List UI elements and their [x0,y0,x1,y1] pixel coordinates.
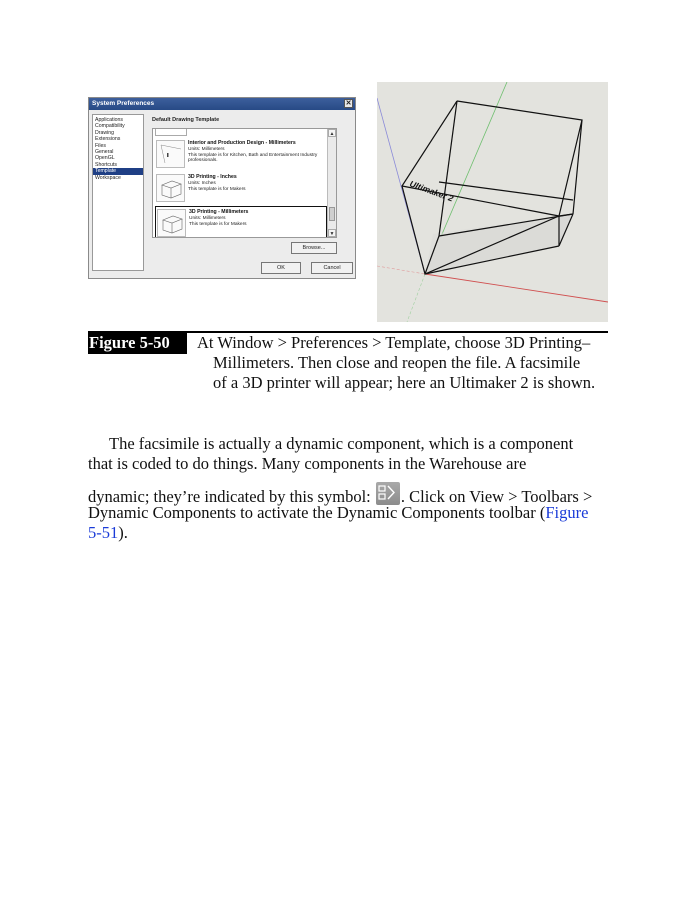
dialog-titlebar [89,98,355,110]
nav-item-shortcuts[interactable]: Shortcuts [95,161,117,168]
ok-button[interactable]: OK [261,262,301,274]
nav-item-compatibility[interactable]: Compatibility [95,123,125,130]
body-text: . Click on View > Toolbars > [400,487,593,506]
scroll-up-icon[interactable]: ▲ [329,131,335,137]
dynamic-component-icon [376,482,400,505]
system-preferences-dialog [88,97,356,279]
nav-item-drawing[interactable]: Drawing [95,129,115,136]
panel-heading: Default Drawing Template [152,117,220,123]
body-line-2: that is coded to do things. Many components in the Warehouse are [88,454,527,473]
template-units: Units: Millimeters [189,215,226,221]
template-item-interior-mm[interactable] [155,138,327,171]
dialog-title: System Preferences [92,100,155,107]
template-description: This template is for Makers [188,186,246,192]
template-description: This template is for Kitchen, Bath and Entertainment Industry professionals. [188,152,318,164]
body-text: dynamic; they’re indicated by this symbol: [88,487,375,506]
browse-button[interactable]: Browse... [291,242,337,254]
nav-item-general[interactable]: General [95,149,114,156]
nav-item-applications[interactable]: Applications [95,117,123,123]
template-item-3d-printing-mm[interactable] [155,206,327,238]
figure-label: Figure 5-50 [88,332,187,354]
caption-line-1: At Window > Preferences > Template, choose 3D Printing– [197,333,591,352]
preferences-nav-list [92,114,144,271]
template-title: 3D Printing - Millimeters [189,209,249,215]
figure-link-number[interactable]: 5-51 [88,523,119,542]
scroll-down-icon[interactable]: ▼ [329,231,335,237]
template-title: Interior and Production Design - Millimeters [188,140,296,146]
template-thumbnail [157,209,186,237]
template-units: Units: Inches [188,180,216,186]
red-axis [425,274,608,302]
template-units: Units: Millimeters [188,146,225,152]
scroll-thumb[interactable] [329,207,335,221]
template-item-3d-printing-inches[interactable] [155,172,327,205]
nav-item-template[interactable]: Template [93,168,143,174]
caption-line-2: Millimeters. Then close and reopen the file. A facsimile [213,353,581,372]
green-axis-dashed [407,274,425,322]
nav-item-extensions[interactable]: Extensions [95,136,121,143]
body-line-5 [88,523,128,543]
cancel-button[interactable]: Cancel [311,262,353,274]
caption-line-3: of a 3D printer will appear; here an Ultimaker 2 is shown. [213,373,596,392]
nav-item-files[interactable]: Files [95,142,106,149]
body-line-1: The facsimile is actually a dynamic component, which is a component [109,434,574,453]
red-axis-dashed [377,266,425,274]
body-text: ). [118,523,128,542]
template-list-scrollbar[interactable] [327,129,336,237]
template-thumbnail [156,140,185,168]
body-line-4 [88,503,588,523]
close-icon[interactable]: ✕ [345,100,352,107]
template-thumbnail-partial [155,128,187,136]
figure-link[interactable]: Figure [545,503,589,522]
body-text: Dynamic Components to activate the Dynamic Components toolbar ( [88,503,546,522]
sketchup-viewport[interactable] [377,82,608,322]
template-thumbnail [156,174,185,202]
template-description: This template is for Makers [189,221,247,227]
nav-item-workspace[interactable]: Workspace [95,174,121,181]
printer-label: Ultimaker 2 [408,178,455,204]
nav-item-opengl[interactable]: OpenGL [95,155,115,162]
template-list [152,128,337,238]
template-title: 3D Printing - Inches [188,174,237,180]
